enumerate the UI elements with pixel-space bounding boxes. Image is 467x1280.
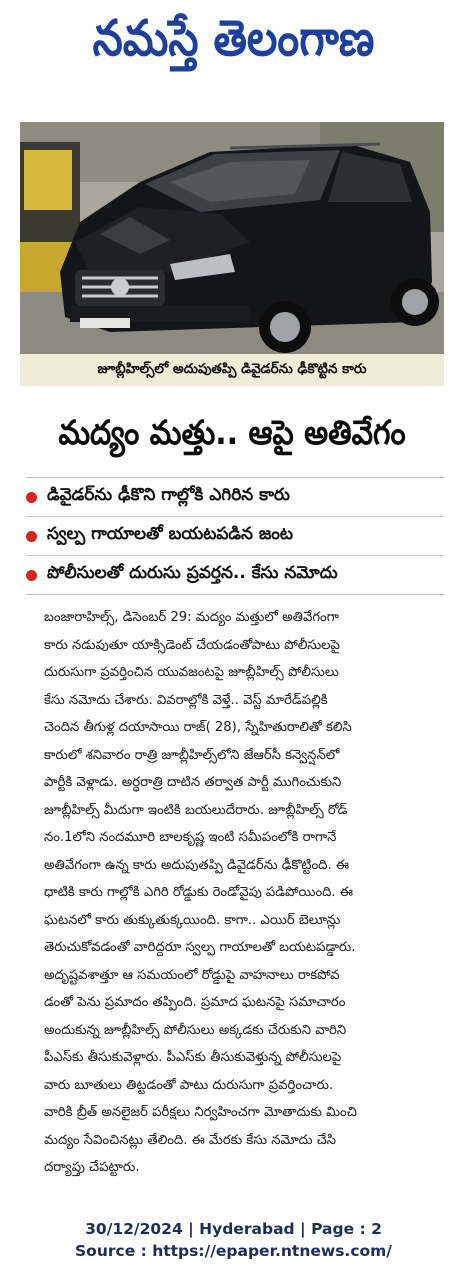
highlight-text: పోలీసులతో దురుసు ప్రవర్తన.. కేసు నమోదు: [47, 563, 338, 583]
highlight-item: [26, 555, 444, 595]
article-line: వారికి బ్రీత్ అనలైజర్ పరీక్షలు నిర్వహించగా మోతాదుకు మించి: [44, 1105, 357, 1120]
article-line: అతివేగంగా ఉన్న కారు అదుపుతప్పి డివైడర్‌ను ఢీకొట్టింది. ఈ: [44, 857, 349, 873]
bullet-dot-icon: [26, 570, 37, 581]
highlight-text: డివైడర్‌ను ఢీకొని గాల్లోకి ఎగిరిన కారు: [47, 485, 290, 505]
article-line: జూబ్లీహిల్స్ మీదుగా ఇంటికి బయలుదేరారు. జూబ్లీహిల్స్ రోడ్: [44, 802, 348, 818]
bullet-dot-icon: [26, 531, 37, 542]
article-line: వారు బూతులు తిట్టడంతో పాటు దురుసుగా ప్రవర్తించారు.: [44, 1077, 334, 1093]
article-line: ఘటనలో కారు తుక్కుతుక్కయింది. కాగా.. ఎయిర్ బెలూన్లు: [44, 912, 341, 928]
bullet-dot-icon: [26, 492, 37, 503]
article-line: అందుకున్న జూబ్లీహిల్స్ పోలీసులు అక్కడకు చేరుకుని వారిని: [44, 1022, 347, 1038]
article-line: నం.1లోని నందమూరి బాలకృష్ణ ఇంటి సమీపంలోకి రాగానే: [44, 830, 337, 845]
highlight-text: స్వల్ప గాయాలతో బయటపడిన జంట: [47, 524, 294, 544]
highlight-item: [26, 516, 444, 555]
masthead: [0, 6, 467, 76]
article-line: తెరుచుకోవడంతో వారిద్దరూ స్వల్ప గాయాలతో బయటపడ్డారు.: [44, 940, 356, 955]
highlight-item: [26, 477, 444, 516]
crashed-car-image: [20, 122, 444, 354]
article-line: అదృష్టవశాత్తూ ఆ సమయంలో రోడ్డుపై వాహనాలు రాకపోవ: [44, 967, 340, 983]
article-line: దర్యాప్తు చేపట్టారు.: [44, 1160, 140, 1175]
article-line: పార్టీకి వెళ్లాడు. అర్ధరాత్రి దాటిన తర్వాత పార్టీ ముగించుకుని: [44, 775, 342, 790]
article-line: చెందిన తీగుళ్ల దయాసాయి రాజ్( 28), స్నేహితురాలితో కలిసి: [44, 720, 352, 735]
edition-info: 30/12/2024 | Hyderabad | Page : 2: [85, 1220, 382, 1238]
source-link[interactable]: Source : https://epaper.ntnews.com/: [75, 1242, 392, 1260]
article-line: ధాటికి కారు గాల్లోకి ఎగిరి రోడ్డుకు రెండోవైపు పడిపోయింది. ఈ: [44, 885, 353, 900]
news-photo: [20, 122, 444, 354]
article-body: [44, 604, 444, 1182]
page-footer: [0, 1218, 467, 1262]
highlight-list: [26, 477, 444, 595]
article-line: కారు నడుపుతూ యాక్సిడెంట్ చేయడంతోపాటు పోలీసులపై: [44, 637, 340, 653]
newspaper-logo: నమస్తే తెలంగాణ: [92, 10, 375, 68]
article-line: కేసు నమోదు చేశారు. వివరాల్లోకి వెళ్తే.. వెస్ట్ మారేడ్‌పల్లికి: [44, 692, 328, 708]
article-line: కారులో శనివారం రాత్రి జూబ్లీహిల్స్‌లోని జేఆర్‌సీ కన్వెన్షన్‌లో: [44, 747, 340, 763]
article-line: బంజారాహిల్స్, డిసెంబర్ 29: మద్యం మత్తులో అతివేగంగా: [44, 610, 339, 625]
article-line: పీఎస్‌కు తీసుకువెళ్లారు. పీఎస్‌కు తీసుకువెళ్తున్న పోలీసులపై: [44, 1050, 342, 1065]
article-line: దురుసుగా ప్రవర్తించిన యువజంటపై జూబ్లీహిల్స్ పోలీసులు: [44, 665, 339, 680]
cut-divider: [180, 1196, 410, 1202]
headline: మద్యం మత్తు.. ఆపై అతివేగం: [58, 413, 406, 454]
article-line: డంతో పెను ప్రమాదం తప్పింది. ప్రమాద ఘటనపై సమాచారం: [44, 995, 346, 1010]
article-line: మద్యం సేవించినట్లు తేలింది. ఈ మేరకు కేసు నమోదు చేసి: [44, 1132, 337, 1148]
photo-caption: జూబ్లీహిల్స్‌లో అదుపుతప్పి డివైడర్‌ను ఢీకొట్టిన కారు: [20, 354, 444, 386]
